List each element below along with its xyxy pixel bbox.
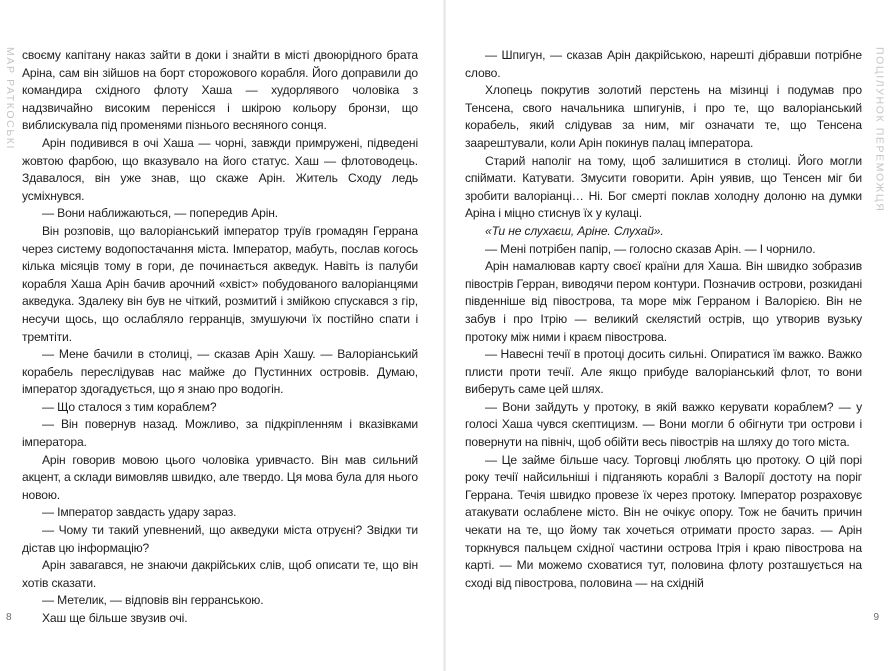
paragraph: — Шпигун, — сказав Арін дакрійською, нарешті дібравши потрібне слово. (465, 48, 862, 80)
paragraph: своєму капітану наказ зайти в доки і знайти в місті двоюрідного брата Аріна, сам він зійшов на борт сторожового корабля. Його доправили до командира східного флоту Хаша — худорлявого чоловіка з надзвичайно високим перенісся і шкірою кольору бронзи, що виблискувала під променями пізнього весняного сонця. (22, 48, 418, 133)
paragraph: Старий наполіг на тому, щоб залишитися в столиці. Його могли спіймати. Катувати. Змусити говорити. Арін уявив, що Тенсен міг би зробити валоріанці… Ні. Бог смерті поклав холодну долоню на думки Аріна і міцно стиснув їх у кулаці. (465, 153, 862, 221)
right-page-number: 9 (873, 612, 879, 623)
right-page-text (465, 47, 862, 592)
left-page-text (22, 47, 418, 628)
paragraph: Арін подивився в очі Хаша — чорні, завжди примружені, підведені жовтою фарбою, що вказувало на його статус. Хаш — флотоводець. Здавалося, він уже знав, що скаже Арін. Житель Сходу ледь усміхнувся. (22, 135, 418, 203)
paragraph: — Він повернув назад. Можливо, за підкріпленням і вказівками імператора. (22, 417, 418, 450)
paragraph: — Мене бачили в столиці, — сказав Арін Хашу. — Валоріанський корабель переслідував нас майже до Пустинних островів. Думаю, імператор здогадується, що я знаю про водогін. (22, 347, 418, 397)
paragraph: — Це займе більше часу. Торговці люблять цю протоку. О цій порі року течії найсильніші і підганяють кораблі з Валорії достоту на поріг Геррана. Течія швидко провезе їх через протоку. Імператор розраховує атакувати ослаблене місто. Він не очікує опору. Тож не бачить причин чекати на те, що йому так хочеться отримати просто зараз. — Арін торкнувся пальцем східної частини острова Ітрія і краю півострова на карті. — Ми можемо сховатися тут, половина флоту розташується на сході від півострова, половина — на східній (465, 452, 862, 590)
paragraph: — Метелик, — відповів він герранською. (42, 593, 264, 608)
paragraph: — Чому ти такий упевнений, що акведуки міста отруєні? Звідки ти дістав цю інформацію? (22, 523, 418, 555)
paragraph: Хаш ще більше звузив очі. (42, 611, 188, 625)
paragraph: — Вони зайдуть у протоку, в якій важко керувати кораблем? — у голосі Хаша чувся скептицизм. — Вони могли б обігнути три острови і повернути на північ, щоб обійти весь півострів на шляху до того міста. (465, 399, 862, 450)
paragraph: — Вони наближаються, — попередив Арін. (42, 206, 279, 221)
paragraph: — Навесні течії в протоці досить сильні. Опиратися їм важко. Важко плисти проти течії. Але якщо прибуде валоріанський флот, то вони виберуть саме цей шлях. (465, 347, 862, 397)
paragraph: «Ти не слухаєш, Аріне. Слухай». (485, 223, 664, 238)
paragraph: — Що сталося з тим кораблем? (42, 399, 217, 414)
left-running-head: МАР РАТКОСЬКІ (4, 47, 16, 151)
paragraph: — Імператор завдасть удару зараз. (42, 505, 237, 520)
right-page (445, 0, 889, 671)
paragraph: — Мені потрібен папір, — голосно сказав Арін. — І чорнило. (485, 241, 816, 256)
left-page (0, 0, 444, 671)
paragraph: Хлопець покрутив золотий перстень на мізинці і подумав про Тенсена, свого начальника шпигунів, і про те, що валоріанський корабель, який слідував за ним, міг означати те, що Тенсена заарештували, коли Арін покинув палац імператора. (465, 83, 862, 150)
paragraph: Арін говорив мовою цього чоловіка уривчасто. Він мав сильний акцент, а склади вимовляв швидко, але твердо. Ця мова була для нього новою. (22, 452, 418, 502)
right-running-head: ПОЦІЛУНОК ПЕРЕМОЖЦЯ (873, 47, 885, 213)
left-page-number: 8 (6, 612, 12, 623)
paragraph: Він розповів, що валоріанський імператор труїв громадян Геррана через систему водопостачання міста. Імператор, мабуть, послав когось кілька місяців тому в гори, де починається акведук. Навіть із палуби корабля Хаша Арін бачив арочний «хвіст» побудованого валоріанцями акведука. Здалеку він був не чіткий, розмитий і змійкою спускався з гір, несучи щось, що ослабляло герранців, змушуючи їх постійно спати і тремтіти. (22, 223, 418, 344)
paragraph: Арін завагався, не знаючи дакрійських слів, щоб описати те, що він хотів сказати. (22, 558, 418, 590)
paragraph: Арін намалював карту своєї країни для Хаша. Він швидко зобразив півострів Герран, виводячи пером контури. Позначив острови, розкидані південніше від півострова, та море між Герраном і Валорією. Він не забув і про Ітрію — великий скелястий острів, що утворив вузьку протоку між ними і краєм півострова. (465, 259, 862, 344)
